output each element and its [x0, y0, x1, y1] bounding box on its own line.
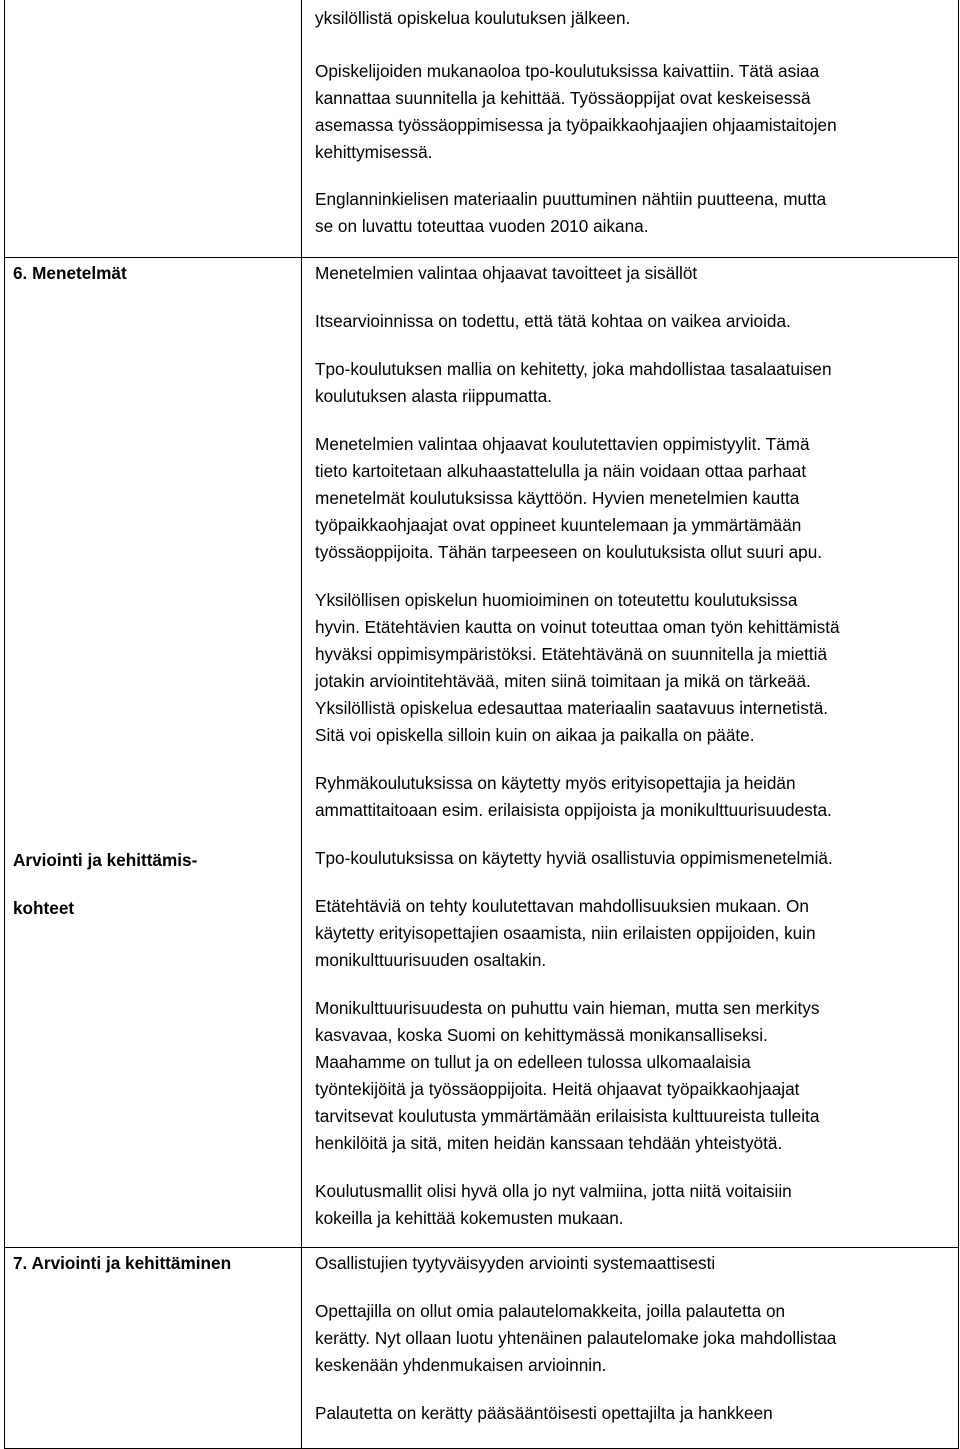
paragraph: Osallistujien tyytyväisyyden arviointi systemaattisesti [315, 1253, 716, 1273]
paragraph: Itsearvioinnissa on todettu, että tätä kohtaa on vaikea arvioida. [315, 311, 791, 331]
right-cell [302, 0, 959, 258]
left-cell [5, 258, 302, 1248]
paragraph: Palautetta on kerätty pääsääntöisesti opettajilta ja hankkeen [315, 1403, 773, 1423]
section-subtitle-line: kohteet [13, 898, 75, 918]
paragraph: yksilöllistä opiskelua koulutuksen jälkeen. [315, 8, 631, 28]
right-cell [302, 1248, 959, 1449]
section-title-evaluation: 7. Arviointi ja kehittäminen [13, 1253, 232, 1273]
paragraph: Menetelmien valintaa ohjaavat tavoitteet ja sisällöt [315, 263, 698, 283]
paragraph: Menetelmien valintaa ohjaavat koulutettavien oppimistyylit. Tämä tieto kartoitetaan alkuhaastattelulla ja näin voidaan ottaa parhaat menetelmät koulutuksissa käyttöön. Hyvien menetelmien kautta työpaikkaohjaajat ovat oppineet kuuntelemaan ja ymmärtämään työssäoppijoita. Tähän tarpeeseen on koulutuksista ollut suuri apu. [315, 434, 823, 562]
paragraph: Opettajilla on ollut omia palautelomakkeita, joilla palautetta on kerätty. Nyt ollaan luotu yhtenäinen palautelomake joka mahdollistaa keskenään yhdenmukaisen arvioinnin. [315, 1301, 837, 1375]
paragraph: Englanninkielisen materiaalin puuttuminen nähtiin puutteena, mutta se on luvattu toteuttaa vuoden 2010 aikana. [315, 189, 827, 236]
paragraph: Yksilöllisen opiskelun huomioiminen on toteutettu koulutuksissa hyvin. Etätehtävien kautta on voinut toteuttaa oman työn kehittämistä hyväksi oppimisympäristöksi. Etätehtävänä on suunnitella ja miettiä jotakin arviointitehtävää, miten siinä toimitaan ja mikä on tärkeää. Yksilöllistä opiskelua edesauttaa materiaalin saatavuus internetistä. Sitä voi opiskella silloin kuin on aikaa ja paikalla on pääte. [315, 590, 840, 745]
paragraph: Koulutusmallit olisi hyvä olla jo nyt valmiina, jotta niitä voitaisiin kokeilla ja kehittää kokemusten mukaan. [315, 1181, 792, 1228]
left-cell [5, 1248, 302, 1449]
paragraph: Ryhmäkoulutuksissa on käytetty myös erityisopettajia ja heidän ammattitaitoaan esim. erilaisista oppijoista ja monikulttuurisuudesta. [315, 773, 832, 820]
table-row [5, 1248, 959, 1449]
paragraph: Monikulttuurisuudesta on puhuttu vain hieman, mutta sen merkitys kasvavaa, koska Suomi on kehittymässä monikansalliseksi. Maahamme on tullut ja on edelleen tulossa ulkomaalaisia työntekijöitä ja työssäoppijoita. Heitä ohjaavat työpaikkaohjaajat tarvitsevat koulutusta ymmärtämään erilaisista kulttuureista tulleita henkilöitä ja sitä, miten heidän kanssaan tehdään yhteistyötä. [315, 998, 820, 1153]
section-title-methods: 6. Menetelmät [13, 263, 127, 283]
paragraph: Opiskelijoiden mukanaoloa tpo-koulutuksissa kaivattiin. Tätä asiaa kannattaa suunnitella ja kehittää. Työssäoppijat ovat keskeisessä asemassa työssäoppimisessa ja työpaikkaohjaajien ohjaamistaitojen kehittymisessä. [315, 61, 837, 162]
paragraph: Tpo-koulutuksissa on käytetty hyviä osallistuvia oppimismenetelmiä. [315, 848, 833, 868]
table-row [5, 0, 959, 258]
paragraph: Tpo-koulutuksen mallia on kehitetty, joka mahdollistaa tasalaatuisen koulutuksen alasta riippumatta. [315, 359, 832, 406]
left-cell [5, 0, 302, 258]
section-subtitle-line: Arviointi ja kehittämis- [13, 850, 198, 870]
evaluation-table [4, 0, 959, 1449]
right-cell [302, 258, 959, 1248]
table-row [5, 258, 959, 1248]
paragraph: Etätehtäviä on tehty koulutettavan mahdollisuuksien mukaan. On käytetty erityisopettajien osaamista, niin erilaisten oppijoiden, kuin monikulttuurisuuden osaltakin. [315, 896, 816, 970]
